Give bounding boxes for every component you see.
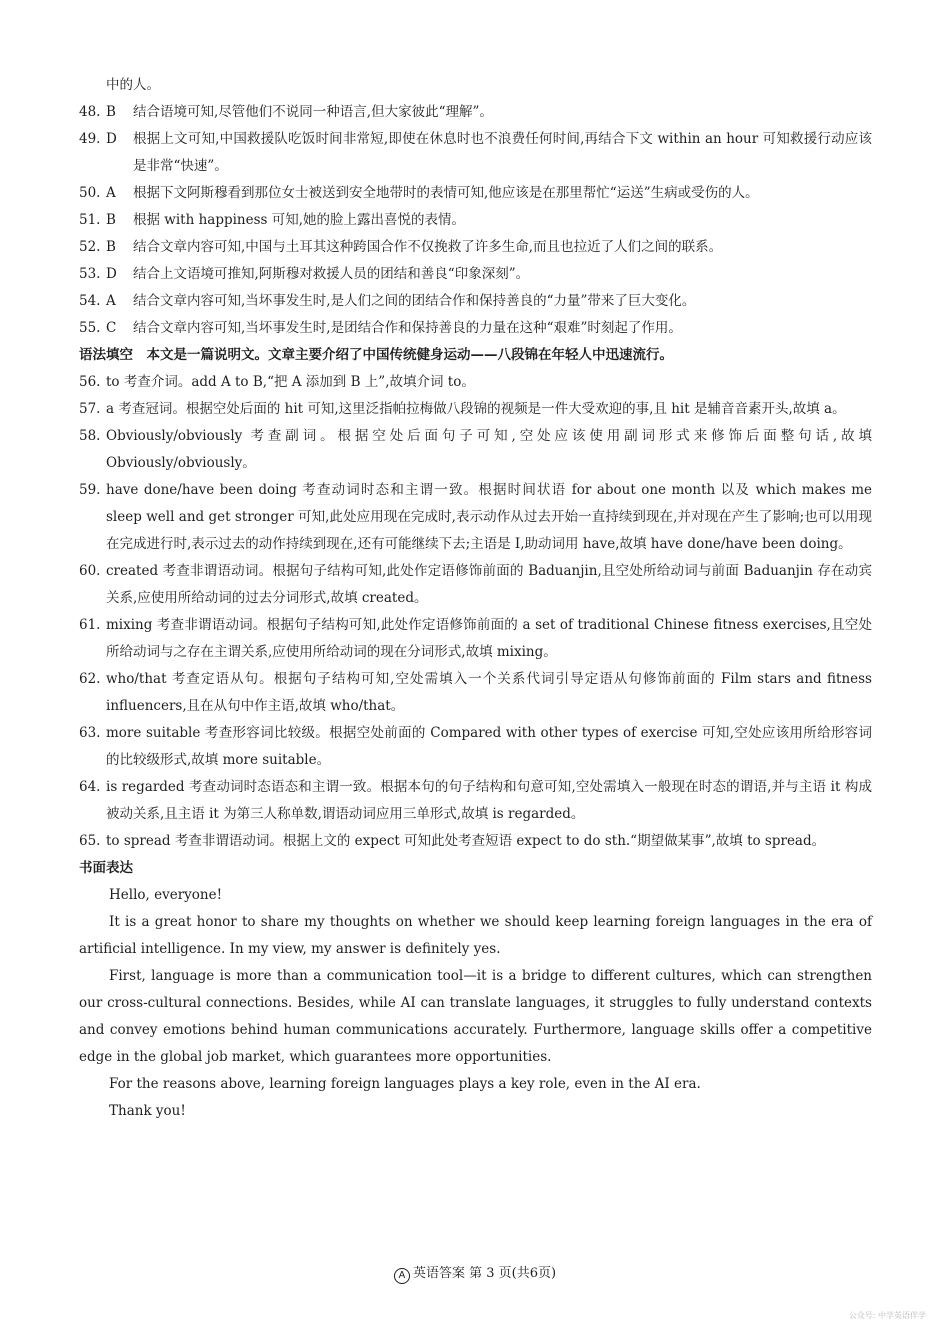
item-explanation: 结合文章内容可知,当坏事发生时,是团结合作和保持善良的力量在这种“艰难”时刻起了作用。 (133, 320, 682, 336)
item-number: 60. (79, 563, 101, 579)
cloze-answers (79, 99, 872, 342)
watermark: 公众号: 中学英语伴学 (848, 1311, 926, 1320)
item-answer: B (106, 104, 116, 120)
item-number: 63. (79, 725, 101, 741)
answer-item (79, 774, 872, 828)
item-explanation: 结合语境可知,尽管他们不说同一种语言,但大家彼此“理解”。 (133, 104, 493, 120)
continued-text: 中的人。 (106, 77, 160, 93)
item-number: 62. (79, 671, 101, 687)
item-number: 59. (79, 482, 101, 498)
answer-page (79, 72, 872, 1125)
item-explanation: who/that 考查定语从句。根据句子结构可知,空处需填入一个关系代词引导定语从句修饰前面的 Film stars and fitness influencers,且在从句中作主语,故填 who/that。 (106, 671, 872, 714)
answer-item (79, 315, 872, 342)
item-number: 61. (79, 617, 101, 633)
item-number: 52. (79, 239, 101, 255)
essay-paragraph: First, language is more than a communication tool—it is a bridge to different cultures, which can strengthen our cross-cultural connections. Besides, while AI can translate languages, it struggles to fully understand contexts and convey emotions behind human communications accurately. Furthermore, language skills offer a competitive edge in the global job market, which guarantees more opportunities. (79, 968, 872, 1065)
item-explanation: more suitable 考查形容词比较级。根据空处前面的 Compared with other types of exercise 可知,空处应该用所给形容词的比较级形式,故填 more suitable。 (106, 725, 872, 768)
item-answer: C (106, 320, 117, 336)
item-explanation: Obviously/obviously 考查副词。根据空处后面句子可知,空处应该使用副词形式来修饰后面整句话,故填 Obviously/obviously。 (106, 428, 872, 471)
grammar-heading: 语法填空 本文是一篇说明文。文章主要介绍了中国传统健身运动——八段锦在年轻人中迅速流行。 (79, 347, 673, 363)
item-number: 64. (79, 779, 101, 795)
item-explanation: 根据 with happiness 可知,她的脸上露出喜悦的表情。 (133, 212, 466, 228)
essay-closing: Thank you! (109, 1103, 186, 1119)
model-essay (79, 882, 872, 1125)
item-number: 65. (79, 833, 101, 849)
item-explanation: to 考查介词。add A to B,“把 A 添加到 B 上”,故填介词 to。 (106, 374, 475, 390)
item-explanation: is regarded 考查动词时态语态和主谓一致。根据本句的句子结构和句意可知,空处需填入一般现在时态的谓语,并与主语 it 构成被动关系,且主语 it 为第三人称单数,谓语动词应用三单形式,故填 is regarded。 (106, 779, 872, 822)
item-number: 55. (79, 320, 101, 336)
answer-item (79, 261, 872, 288)
item-answer: D (106, 131, 117, 147)
answer-item (79, 612, 872, 666)
item-explanation: to spread 考查非谓语动词。根据上文的 expect 可知此处考查短语 expect to do sth.“期望做某事”,故填 to spread。 (106, 833, 826, 849)
item-explanation: a 考查冠词。根据空处后面的 hit 可知,这里泛指帕拉梅做八段锦的视频是一件大受欢迎的事,且 hit 是辅音音素开头,故填 a。 (106, 401, 846, 417)
answer-item (79, 126, 872, 180)
item-number: 57. (79, 401, 101, 417)
item-explanation: have done/have been doing 考查动词时态和主谓一致。根据时间状语 for about one month 以及 which makes me sleep well and get stronger 可知,此处应用现在完成时,表示动作从过去开始一直持续到现在,并对现在产生了影响;也可以用现在完成进行时,表示过去的动作持续到现在,还有可能继续下去;主语是 I,助动词用 have,故填 have done/have been doing。 (106, 482, 872, 552)
item-number: 58. (79, 428, 101, 444)
answer-item (79, 99, 872, 126)
answer-item (79, 720, 872, 774)
answer-item (79, 477, 872, 558)
writing-heading: 书面表达 (79, 860, 133, 876)
answer-item (79, 207, 872, 234)
item-number: 56. (79, 374, 101, 390)
answer-item (79, 828, 872, 855)
grammar-answers (79, 369, 872, 855)
essay-greeting: Hello, everyone! (109, 887, 223, 903)
item-number: 50. (79, 185, 101, 201)
item-number: 53. (79, 266, 101, 282)
answer-item (79, 396, 872, 423)
page-footer (0, 1264, 950, 1284)
item-explanation: mixing 考查非谓语动词。根据句子结构可知,此处作定语修饰前面的 a set of traditional Chinese fitness exercises,且空处所给动词与之存在主谓关系,应使用所给动词的现在分词形式,故填 mixing。 (106, 617, 872, 660)
item-explanation: 根据上文可知,中国救援队吃饭时间非常短,即使在休息时也不浪费任何时间,再结合下文 within an hour 可知救援行动应该是非常“快速”。 (133, 131, 872, 174)
item-answer: B (106, 212, 116, 228)
answer-item (79, 666, 872, 720)
essay-paragraph: For the reasons above, learning foreign languages plays a key role, even in the AI era. (109, 1076, 701, 1092)
item-answer: B (106, 239, 116, 255)
answer-item (79, 423, 872, 477)
item-explanation: 结合文章内容可知,中国与土耳其这种跨国合作不仅挽救了许多生命,而且也拉近了人们之间的联系。 (133, 239, 723, 255)
essay-paragraph: It is a great honor to share my thoughts on whether we should keep learning foreign languages in the era of artificial intelligence. In my view, my answer is definitely yes. (79, 914, 872, 957)
item-answer: A (106, 185, 116, 201)
version-badge: A (394, 1268, 410, 1284)
item-answer: D (106, 266, 117, 282)
answer-item (79, 288, 872, 315)
answer-item (79, 234, 872, 261)
page-number: 英语答案 第 3 页(共6页) (412, 1266, 557, 1281)
item-explanation: created 考查非谓语动词。根据句子结构可知,此处作定语修饰前面的 Baduanjin,且空处所给动词与前面 Baduanjin 存在动宾关系,应使用所给动词的过去分词形式,故填 created。 (106, 563, 872, 606)
item-explanation: 结合文章内容可知,当坏事发生时,是人们之间的团结合作和保持善良的“力量”带来了巨大变化。 (133, 293, 696, 309)
item-explanation: 结合上文语境可推知,阿斯穆对救援人员的团结和善良“印象深刻”。 (133, 266, 530, 282)
item-answer: A (106, 293, 116, 309)
item-number: 51. (79, 212, 101, 228)
answer-item (79, 558, 872, 612)
item-explanation: 根据下文阿斯穆看到那位女士被送到安全地带时的表情可知,他应该是在那里帮忙“运送”生病或受伤的人。 (133, 185, 759, 201)
item-number: 48. (79, 104, 101, 120)
item-number: 49. (79, 131, 101, 147)
answer-item (79, 369, 872, 396)
item-number: 54. (79, 293, 101, 309)
answer-item (79, 180, 872, 207)
